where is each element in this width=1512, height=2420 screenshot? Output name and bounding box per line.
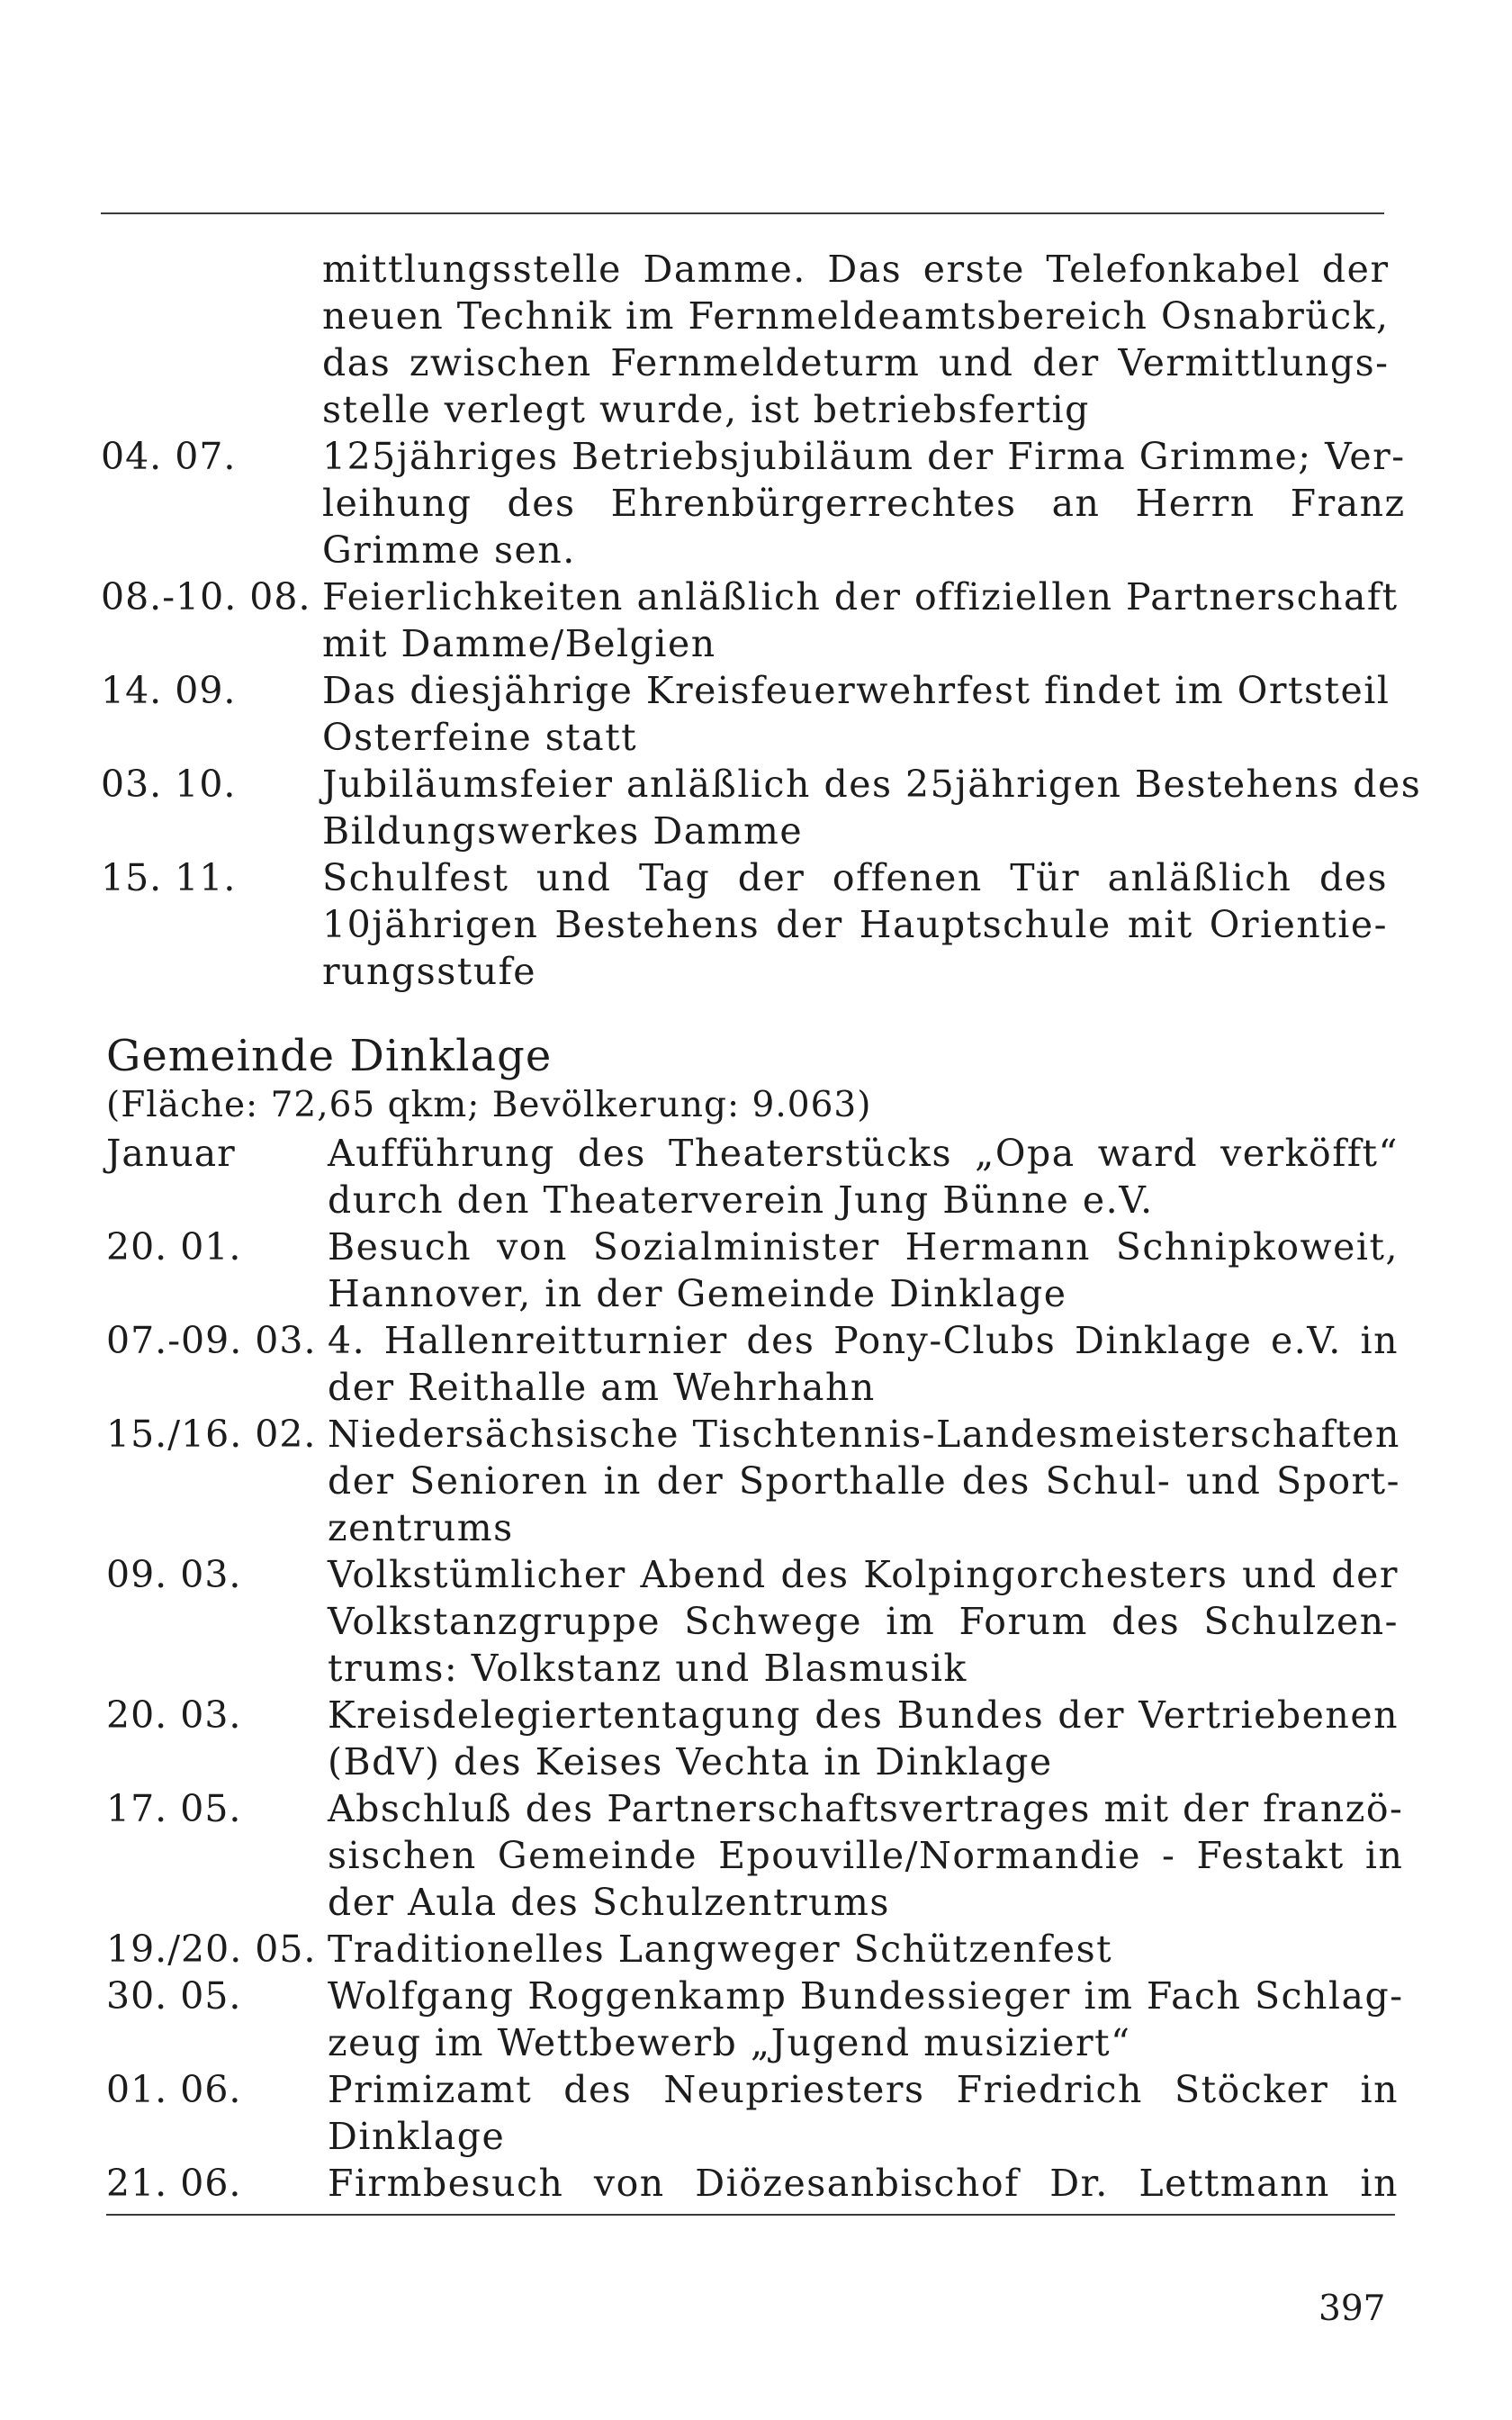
chronicle-entry xyxy=(106,1317,1399,1411)
entry-text xyxy=(328,1411,1400,1551)
text-line: Hannover, in der Gemeinde Dinklage xyxy=(328,1272,1067,1315)
text-line: Jubiläumsfeier anläßlich des 25jährigen Bestehens des xyxy=(322,763,1422,806)
entry-date: 07.-09. 03. xyxy=(106,1319,317,1362)
text-line: der Aula des Schulzentrums xyxy=(328,1881,890,1924)
entry-text xyxy=(328,1692,1399,1785)
text-line: stelle verlegt wurde, ist betriebsfertig xyxy=(322,388,1090,431)
entry-text xyxy=(328,2066,1399,2160)
text-line: durch den Theaterverein Jung Bünne e.V. xyxy=(328,1178,1154,1222)
chronicle-entry xyxy=(106,1551,1399,1692)
chronicle-entry xyxy=(106,1130,1399,1224)
entry-date: 01. 06. xyxy=(106,2068,242,2111)
text-line: Kreisdelegiertentagung des Bundes der Vertriebenen xyxy=(328,1693,1399,1737)
chronicle-entry xyxy=(101,433,1406,573)
text-line: der Reithalle am Wehrhahn xyxy=(328,1366,876,1409)
entry-date: 15. 11. xyxy=(101,856,237,899)
section-heading: Gemeinde Dinklage xyxy=(106,1031,553,1081)
entry-date: 04. 07. xyxy=(101,435,237,478)
entry-date: 08.-10. 08. xyxy=(101,575,311,619)
text-line: mit Damme/Belgien xyxy=(322,622,716,665)
text-line: Volkstanzgruppe Schwege im Forum des Schulzen- xyxy=(328,1600,1399,1643)
text-line: Besuch von Sozialminister Hermann Schnipkoweit, xyxy=(328,1225,1399,1269)
chronicle-entry xyxy=(106,1785,1404,1926)
chronicle-entry xyxy=(101,854,1388,995)
text-line: Aufführung des Theaterstücks „Opa ward verköfft“ xyxy=(328,1132,1399,1175)
text-line: Traditionelles Langweger Schützenfest xyxy=(328,1928,1113,1971)
text-line: Bildungswerkes Damme xyxy=(322,809,804,853)
text-line: Firmbesuch von Diözesanbischof Dr. Lettmann in xyxy=(328,2162,1399,2205)
entry-date: 21. 06. xyxy=(106,2162,242,2205)
text-line: sischen Gemeinde Epouville/Normandie - Festakt in xyxy=(328,1834,1404,1877)
text-line: Osterfeine statt xyxy=(322,716,638,759)
entry-text xyxy=(328,1551,1399,1692)
text-line: der Senioren in der Sporthalle des Schul- und Sport- xyxy=(328,1459,1400,1503)
section-subheading: (Fläche: 72,65 qkm; Bevölkerung: 9.063) xyxy=(106,1085,872,1125)
entry-text xyxy=(328,1224,1399,1317)
entry-date: 19./20. 05. xyxy=(106,1928,317,1971)
entry-date: 09. 03. xyxy=(106,1553,242,1596)
chronicle-entry xyxy=(106,1926,1399,1973)
dinklage-chronicle xyxy=(106,1029,1404,2207)
text-line: trums: Volkstanz und Blasmusik xyxy=(328,1647,968,1690)
text-line: 125jähriges Betriebsjubiläum der Firma Grimme; Ver- xyxy=(322,435,1406,478)
text-line: neuen Technik im Fernmeldeamtsbereich Osnabrück, xyxy=(322,294,1390,338)
text-line: zeug im Wettbewerb „Jugend musiziert“ xyxy=(328,2021,1131,2064)
footer-rule xyxy=(106,2214,1395,2216)
entry-text xyxy=(328,1973,1404,2066)
entry-text xyxy=(322,433,1406,573)
chronicle-entry xyxy=(101,761,1422,854)
text-line: 10jährigen Bestehens der Hauptschule mit Orientie- xyxy=(322,903,1388,946)
text-line: leihung des Ehrenbürgerrechtes an Herrn Franz xyxy=(322,482,1406,525)
text-line: mittlungsstelle Damme. Das erste Telefonkabel der xyxy=(322,248,1390,291)
text-line: Das diesjährige Kreisfeuerwehrfest findet im Ortsteil xyxy=(322,669,1390,712)
text-line: das zwischen Fernmeldeturm und der Vermittlungs- xyxy=(322,341,1390,384)
text-line: Abschluß des Partnerschaftsvertrages mit der franzö- xyxy=(328,1787,1404,1830)
text-line: zentrums xyxy=(328,1506,514,1549)
text-line: Niedersächsische Tischtennis-Landesmeisterschaften xyxy=(328,1413,1400,1456)
entry-date: 30. 05. xyxy=(106,1974,242,2018)
header-rule xyxy=(101,212,1384,214)
entry-text xyxy=(328,1317,1399,1411)
entry-date: 03. 10. xyxy=(101,763,237,806)
entry-date: 20. 01. xyxy=(106,1225,242,1269)
entry-text xyxy=(328,1130,1399,1224)
text-line: 4. Hallenreitturnier des Pony-Clubs Dinklage e.V. in xyxy=(328,1319,1399,1362)
entry-date: 15./16. 02. xyxy=(106,1413,317,1456)
chronicle-entry xyxy=(101,667,1388,761)
entry-date: 17. 05. xyxy=(106,1787,242,1830)
entry-date: Januar xyxy=(106,1132,236,1175)
entry-text xyxy=(322,667,1390,761)
chronicle-entry xyxy=(101,573,1399,667)
text-line: Schulfest und Tag der offenen Tür anläßlich des xyxy=(322,856,1388,899)
chronicle-entry xyxy=(106,1224,1399,1317)
text-line: (BdV) des Keises Vechta in Dinklage xyxy=(328,1740,1053,1783)
text-line: Wolfgang Roggenkamp Bundessieger im Fach Schlag- xyxy=(328,1974,1404,2018)
entry-date: 20. 03. xyxy=(106,1693,242,1737)
entry-text xyxy=(328,2160,1399,2207)
page-number: 397 xyxy=(1318,2289,1386,2329)
entry-text xyxy=(328,1926,1399,1973)
entry-text xyxy=(322,573,1399,667)
text-line: rungsstufe xyxy=(322,950,537,993)
chronicle-entry xyxy=(106,1973,1404,2066)
chronicle-entry xyxy=(106,2160,1399,2207)
entry-date: 14. 09. xyxy=(101,669,237,712)
chronicle-entry xyxy=(106,1692,1399,1785)
text-line: Volkstümlicher Abend des Kolpingorchesters und der xyxy=(328,1553,1399,1596)
chronicle-entry xyxy=(106,1411,1399,1551)
damme-chronicle xyxy=(101,246,1422,995)
entry-text xyxy=(322,246,1390,433)
text-line: Dinklage xyxy=(328,2115,506,2158)
entry-text xyxy=(322,854,1388,995)
text-line: Primizamt des Neupriesters Friedrich Stöcker in xyxy=(328,2068,1399,2111)
text-line: Grimme sen. xyxy=(322,528,576,572)
continuation-entry xyxy=(101,246,1388,433)
entry-text xyxy=(322,761,1421,854)
entry-text xyxy=(328,1785,1403,1926)
text-line: Feierlichkeiten anläßlich der offiziellen Partnerschaft xyxy=(322,575,1399,619)
chronicle-entry xyxy=(106,2066,1399,2160)
